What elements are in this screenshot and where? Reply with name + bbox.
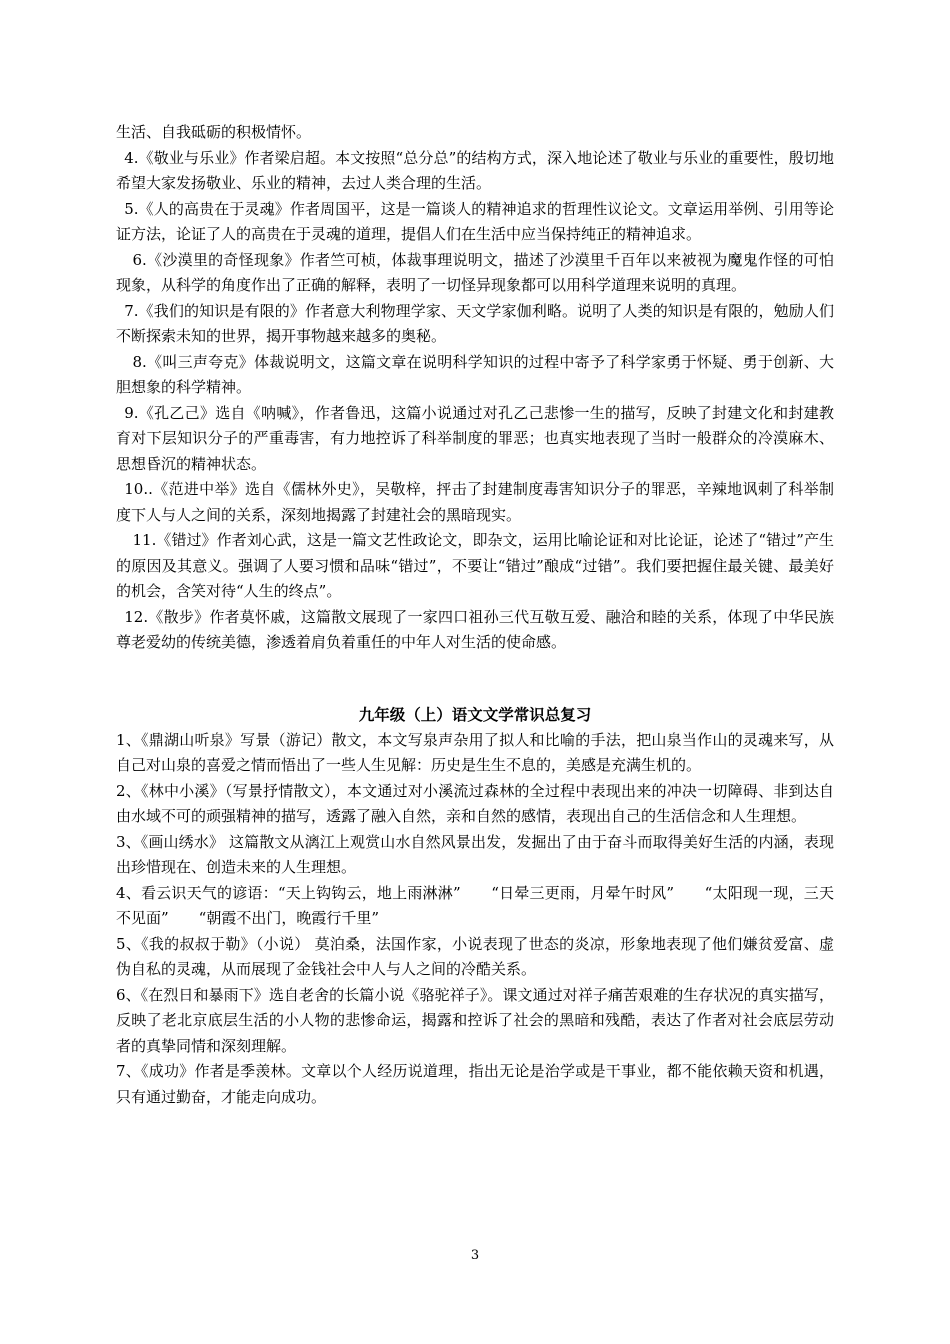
- review-item-2: 2、《林中小溪》（写景抒情散文），本文通过对小溪流过森林的全过程中表现出来的冲决一切障碍、非到达自由水域不可的顽强精神的描写，透露了融入自然，亲和自然的感情，表现出自己的生活信念和人生理想。: [116, 781, 834, 825]
- paragraph-item-11: 11.《错过》作者刘心武，这是一篇文艺性政论文，即杂文，运用比喻论证和对比论证，论述了“错过”产生的原因及其意义。强调了人要习惯和品味“错过”，不要让“错过”酿成“过错”。我们要把握住最关键、最美好的机会，含笑对待“人生的终点”。: [116, 531, 834, 600]
- section-spacer: [116, 656, 834, 702]
- paragraph-item-8: 8.《叫三声夸克》体裁说明文，这篇文章在说明科学知识的过程中寄予了科学家勇于怀疑、勇于创新、大胆想象的科学精神。: [116, 352, 834, 396]
- page-number: 3: [470, 1248, 480, 1263]
- paragraph-item-4: 4.《敬业与乐业》作者梁启超。本文按照“总分总”的结构方式，深入地论述了敬业与乐业的重要性，殷切地希望大家发扬敬业、乐业的精神，去过人类合理的生活。: [116, 148, 834, 192]
- review-item-4: 4、看云识天气的谚语：“天上钩钩云，地上雨淋淋” “日晕三更雨，月晕午时风” “太阳现一现，三天不见面” “朝霞不出门，晚霞行千里”: [116, 883, 834, 927]
- paragraph-item-6: 6.《沙漠里的奇怪现象》作者竺可桢，体裁事理说明文，描述了沙漠里千百年以来被视为魔鬼作怪的可怕现象，从科学的角度作出了正确的解释，表明了一切怪异现象都可以用科学道理来说明的真理。: [116, 250, 834, 294]
- review-item-7: 7、《成功》作者是季羡林。文章以个人经历说道理，指出无论是治学或是干事业，都不能依赖天资和机遇，只有通过勤奋，才能走向成功。: [116, 1062, 834, 1106]
- review-item-5: 5、《我的叔叔于勒》（小说） 莫泊桑，法国作家，小说表现了世态的炎凉，形象地表现了他们嫌贫爱富、虚伪自私的灵魂，从而展现了金钱社会中人与人之间的冷酷关系。: [116, 934, 834, 978]
- paragraph-item-9: 9.《孔乙己》选自《呐喊》，作者鲁迅，这篇小说通过对孔乙己悲惨一生的描写，反映了封建文化和封建教育对下层知识分子的严重毒害，有力地控诉了科举制度的罪恶；也真实地表现了当时一般群众的冷漠麻木、思想昏沉的精神状态。: [116, 403, 834, 473]
- review-item-3: 3、《画山绣水》 这篇散文从漓江上观赏山水自然风景出发，发掘出了由于奋斗而取得美好生活的内涵，表现出珍惜现在、创造未来的人生理想。: [116, 832, 834, 876]
- paragraph-item-7: 7.《我们的知识是有限的》作者意大利物理学家、天文学家伽利略。说明了人类的知识是有限的，勉励人们不断探索未知的世界，揭开事物越来越多的奥秘。: [116, 301, 834, 345]
- paragraph-item-12: 12.《散步》作者莫怀戚，这篇散文展现了一家四口祖孙三代互敬互爱、融洽和睦的关系，体现了中华民族尊老爱幼的传统美德，渗透着肩负着重任的中年人对生活的使命感。: [116, 607, 834, 651]
- document-page: [116, 120, 834, 1110]
- section-title: 九年级（上）语文文学常识总复习: [358, 704, 592, 724]
- paragraph-continued: 生活、自我砥砺的积极情怀。: [116, 123, 312, 141]
- review-item-1: 1、《鼎湖山听泉》写景（游记）散文，本文写泉声杂用了拟人和比喻的手法，把山泉当作山的灵魂来写，从自己对山泉的喜爱之情而悟出了一些人生见解：历史是生生不息的，美感是充满生机的。: [116, 730, 834, 774]
- paragraph-item-5: 5.《人的高贵在于灵魂》作者周国平，这是一篇谈人的精神追求的哲理性议论文。文章运用举例、引用等论证方法，论证了人的高贵在于灵魂的道理，提倡人们在生活中应当保持纯正的精神追求。: [116, 199, 834, 243]
- review-item-6: 6、《在烈日和暴雨下》选自老舍的长篇小说《骆驼祥子》。课文通过对祥子痛苦艰难的生存状况的真实描写，反映了老北京底层生活的小人物的悲惨命运，揭露和控诉了社会的黑暗和残酷，表达了作者对社会底层劳动者的真挚同情和深刻理解。: [116, 985, 834, 1055]
- paragraph-item-10: 10..《范进中举》选自《儒林外史》，吴敬梓，抨击了封建制度毒害知识分子的罪恶，辛辣地讽刺了科举制度下人与人之间的关系，深刻地揭露了封建社会的黑暗现实。: [116, 480, 834, 524]
